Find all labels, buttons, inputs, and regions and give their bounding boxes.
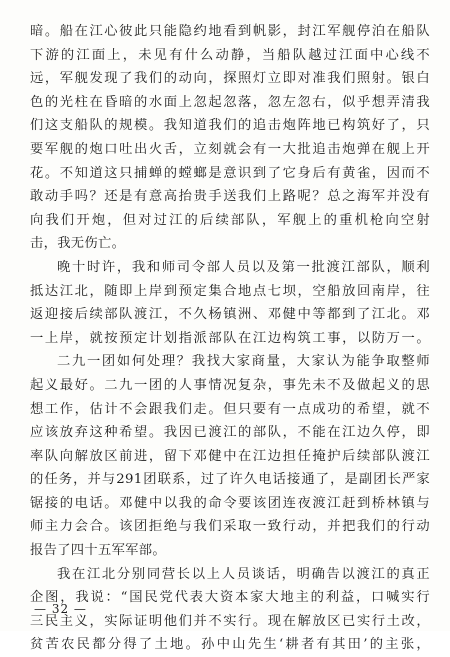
text-line: 向我们开炮，但对过江的后续部队，军舰上的重机枪向空射 (30, 212, 430, 228)
text-line: 的任务，并与291团联系，过了许久电话接通了，是副团长严家 (30, 472, 430, 488)
text-line: 返迎接后续部队渡江，不久杨镇洲、邓健中等都到了江北。邓 (30, 307, 430, 323)
text-line: 花。不知道这只捕蝉的螳螂是意识到了它身后有黄雀，因而不 (30, 165, 430, 181)
paragraph-start-line: 二九一团如何处理？我找大家商量，大家认为能争取整师 (57, 354, 430, 370)
paragraph-start-line: 我在江北分别同营长以上人员谈话，明确告以渡江的真正 (57, 566, 430, 582)
text-line: 抵达江北，随即上岸到预定集合地点七坝，空船放回南岸，往 (30, 283, 430, 299)
text-line: 起义最好。二九一团的人事情况复杂，事先未不及做起义的思 (30, 377, 430, 393)
text-line: 下游的江面上，未见有什么动静，当船队越过江面中心线不 (30, 47, 430, 63)
text-line: 应该放弃这种希望。我因已渡江的部队，不能在江边久停，即 (30, 425, 430, 441)
text-line: 一上岸，就按预定计划指派部队在江边构筑工事，以防万一。 (30, 330, 430, 346)
text-line: 报告了四十五军军部。 (30, 543, 166, 559)
text-line: 击，我无伤亡。 (30, 236, 126, 252)
text-line: 远，军舰发现了我们的动向，探照灯立即对准我们照射。银白 (30, 71, 430, 87)
text-line: 率队向解放区前进，留下邓健中在江边担任掩护后续部队渡江 (30, 448, 430, 464)
text-line: 们这支船队的规模。我知道我们的追击炮阵地已构筑好了，只 (30, 118, 430, 134)
page-number: — 32 — (34, 602, 87, 616)
text-line: 贫苦农民都分得了土地。孙中山先生‘耕者有其田’的主张， (30, 637, 430, 653)
text-line: 色的光柱在昏暗的水面上忽起忽落，忽左忽右，似乎想弄清我 (30, 94, 430, 110)
text-line: 企图，我说：“国民党代表大资本家大地主的利益，口喊实行 (30, 590, 430, 606)
text-line: 敢动手吗？还是有意高抬贵手送我们上路呢？总之海军并没有 (30, 189, 430, 205)
text-line: 三民主义，实际证明他们并不实行。现在解放区已实行土改， (30, 613, 430, 629)
text-line: 锯接的电话。邓健中以我的命令要该团连夜渡江赶到桥林镇与 (30, 495, 430, 511)
paragraph-start-line: 晚十时许，我和师司令部人员以及第一批渡江部队，顺利 (57, 259, 430, 275)
text-line: 师主力会合。该团拒绝与我们采取一致行动，并把我们的行动 (30, 519, 430, 535)
text-line: 想工作，估计不会跟我们走。但只要有一点成功的希望，就不 (30, 401, 430, 417)
text-line: 暗。船在江心彼此只能隐约地看到帆影，封江军舰停泊在船队 (30, 24, 430, 39)
text-line: 要军舰的炮口吐出火舌，立刻就会有一大批追击炮弹在舰上开 (30, 141, 430, 157)
body-text (30, 20, 430, 657)
